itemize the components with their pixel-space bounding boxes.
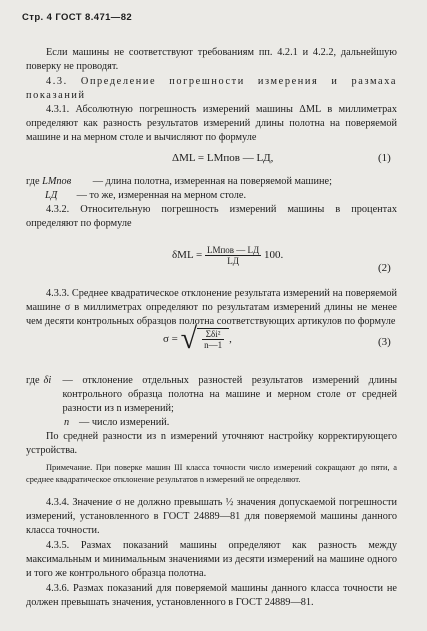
legend-symbol-ld: LД xyxy=(45,190,58,201)
formula-3-denominator: n—1 xyxy=(204,340,223,350)
paragraph-mid: По средней разности из n измерений уточняют настройку корректирующего устройства. xyxy=(26,431,397,457)
legend-symbol-lm: LMпов xyxy=(42,176,72,187)
legend-1b xyxy=(45,189,246,203)
paragraph-4-3-1: 4.3.1. Абсолютную погрешность измерений машины ΔML в миллиметрах определяют как разность результатов измерений длины полотна на поверяемой машине и на мерном столе и вычисляют по формуле xyxy=(26,104,397,144)
formula-3: σ = √ $\frac{\text{Σδi²}}{n—1}$ , xyxy=(163,322,232,355)
formula-3-fraction xyxy=(197,328,229,350)
legend-desc-delta: — отклонение отдельных разностей результатов измерений длины контрольного образца полотна на машине и мерном столе от средней разности из n измерений; xyxy=(62,375,397,414)
legend-where: где xyxy=(26,176,40,187)
section-4-3-title: 4.3. Определение погрешности измерения и размаха показаний xyxy=(26,76,397,102)
sqrt-icon: √ xyxy=(180,322,198,355)
page-header: Стр. 4 ГОСТ 8.471—82 xyxy=(22,12,133,23)
formula-2 xyxy=(172,245,283,266)
formula-2-fraction xyxy=(205,245,261,266)
paragraph-4-3-2: 4.3.2. Относительную погрешность измерений машины в процентах определяют по формуле xyxy=(26,204,397,230)
paragraph-intro: Если машины не соответствуют требованиям пп. 4.2.1 и 4.2.2, дальнейшую поверку не проводят. xyxy=(26,47,397,73)
legend-3 xyxy=(26,374,397,430)
formula-2-lhs: δML = xyxy=(172,249,203,262)
legend-desc-ld: — то же, измеренная на мерном столе. xyxy=(76,190,247,201)
formula-2-number: (2) xyxy=(378,262,391,274)
formula-2-denominator: LД xyxy=(227,256,239,266)
legend-3-where: где xyxy=(26,375,40,386)
formula-1: ΔML = LMпов — LД, xyxy=(172,152,274,164)
formula-1-number: (1) xyxy=(378,152,391,164)
formula-3-number: (3) xyxy=(378,336,391,348)
formula-3-lhs: σ = xyxy=(163,333,178,345)
legend-symbol-delta: δi xyxy=(43,375,52,386)
legend-desc-lm: — длина полотна, измеренная на поверяемой машине; xyxy=(92,176,332,187)
legend-symbol-n: n xyxy=(64,417,70,428)
formula-3-numerator: Σδi² xyxy=(202,329,224,340)
formula-2-numerator: LMпов — LД xyxy=(206,245,260,255)
paragraph-4-3-5: 4.3.5. Размах показаний машины определяют как разность между максимальным и минимальным значениями из десяти измерений на машине одного и того же контрольного образца полотна. xyxy=(26,540,397,580)
paragraph-4-3-4: 4.3.4. Значение σ не должно превышать ½ значения допускаемой погрешности измерений, установленного в ГОСТ 24889—81 для поверяемой машины данного класса точности. xyxy=(26,497,397,537)
paragraph-4-3-6: 4.3.6. Размах показаний для поверяемой машины данного класса точности не должен превышать значения, установленного в ГОСТ 24889—81. xyxy=(26,583,397,609)
legend-1 xyxy=(26,175,332,189)
note: Примечание. При поверке машин III класса точности число измерений сокращают до пяти, а среднее квадратическое отклонение результатов n измерений не определяют. xyxy=(26,463,397,484)
legend-desc-n: — число измерений. xyxy=(79,417,170,428)
paragraph-4-3-3: 4.3.3. Среднее квадратическое отклонение результата измерений на поверяемой машине σ в миллиметрах определяют по результатам измерений длины не менее чем десяти контрольных образцов полотна соответствующих артикулов по формуле xyxy=(26,288,397,328)
formula-2-rhs: 100. xyxy=(263,249,284,262)
